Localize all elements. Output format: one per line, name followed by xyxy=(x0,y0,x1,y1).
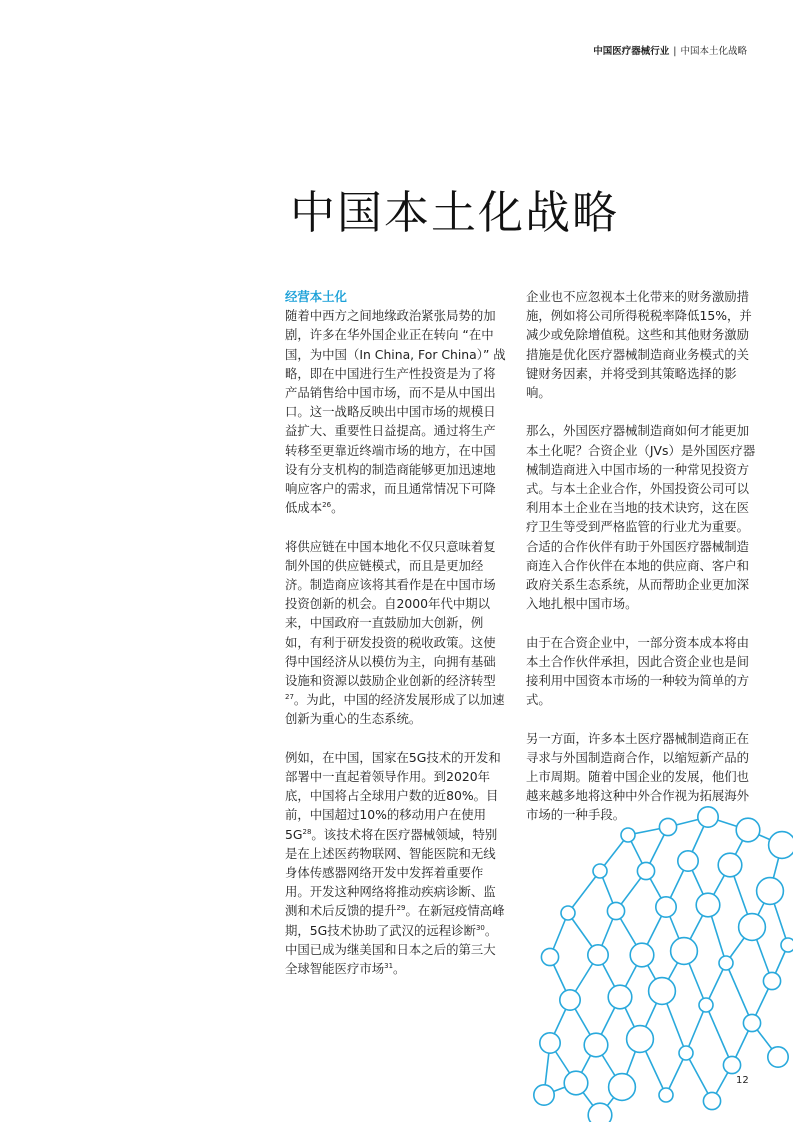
molecule-node xyxy=(698,807,718,827)
molecule-node xyxy=(719,956,733,970)
molecule-node xyxy=(649,978,676,1005)
footnote-ref: 29 xyxy=(396,904,406,913)
page-number: 12 xyxy=(736,1075,749,1086)
header-separator: | xyxy=(673,46,677,57)
molecule-node xyxy=(671,938,698,965)
molecule-node xyxy=(608,985,632,1009)
paragraph-1-text: 随着中西方之间地缘政治紧张局势的加剧，许多在华外国企业正在转向 “在中国，为中国（In China, For China）” 战略，即在中国进行生产性投资是为了将产品销售给中国市场，而不是从中国出口。这一战略反映出中国市场的规模日益扩大、重要性日益提高。通过将生产转移至更靠近终端市场的地方，在中国设有分支机构的制造商能够更加迅速地响应客户的需求，而且通常情况下可降低成本 xyxy=(285,308,506,516)
paragraph-2-end: 。为此，中国的经济发展形成了以加速创新为重心的生态系统。 xyxy=(285,692,505,727)
molecule-node xyxy=(630,943,654,967)
paragraph-6: 由于在合资企业中，一部分资本成本将由本土合作伙伴承担，因此合资企业也是间接利用中国资本市场的一种较为简单的方式。 xyxy=(526,634,750,708)
molecule-node xyxy=(609,1074,636,1101)
molecule-node xyxy=(743,1014,760,1031)
footnote-ref: 26 xyxy=(322,501,332,510)
running-header xyxy=(593,43,747,57)
molecule-node xyxy=(679,1046,693,1060)
molecule-node xyxy=(723,1056,740,1073)
paragraph-3-text-c: 。在新冠疫情高峰期，5G技术协助了武汉的远程诊断 xyxy=(285,903,505,938)
paragraph-2-text: 将供应链在中国本地化不仅只意味着复制外国的供应链模式，而且是更加经济。制造商应该将其看作是在中国市场投资创新的机会。自2000年代中期以来，中国政府一直鼓励加大创新，例如，有利于研发投资的税收政策。这使得中国经济从以模仿为主，向拥有基础设施和资源以鼓励企业创新的经济转型 xyxy=(285,538,496,689)
paragraph-3-text-b: 。该技术将在医疗器械领域，特别是在上述医药物联网、智能医院和无线身体传感器网络开发中发挥着重要作用。开发这种网络将推动疾病诊断、监测和术后反馈的提升 xyxy=(285,826,498,919)
molecule-node xyxy=(678,851,698,871)
paragraph-3 xyxy=(285,748,507,978)
molecule-node xyxy=(627,1026,654,1053)
header-chapter: 中国本土化战略 xyxy=(680,46,747,57)
molecule-node xyxy=(607,902,624,919)
page-title: 中国本土化战略 xyxy=(290,186,620,239)
paragraph-3-end: 。 xyxy=(393,961,406,977)
molecule-bond xyxy=(726,963,752,1023)
molecule-node xyxy=(763,972,780,989)
molecule-node xyxy=(769,832,793,859)
molecule-node xyxy=(656,897,676,917)
molecule-node xyxy=(561,906,575,920)
molecule-node xyxy=(621,828,635,842)
molecule-node xyxy=(768,1047,788,1067)
paragraph-3-text-d: 。中国已成为继美国和日本之后的第三大全球智能医疗市场 xyxy=(285,922,498,977)
footnote-ref: 30 xyxy=(475,923,485,932)
left-column xyxy=(285,287,507,997)
molecule-node xyxy=(699,998,713,1012)
molecule-bond xyxy=(568,871,600,913)
footnote-ref: 27 xyxy=(285,693,294,702)
paragraph-3-text-a: 例如，在中国，国家在5G技术的开发和部署中一直起着领导作用。到2020年底，中国将占全球用户数的近80%。目前，中国超过10%的移动用户在使用5G xyxy=(285,749,501,842)
molecule-node xyxy=(540,1033,560,1053)
footnote-ref: 28 xyxy=(302,827,312,836)
molecule-node xyxy=(588,1103,612,1122)
molecule-node xyxy=(736,818,760,842)
molecule-node xyxy=(584,1033,608,1057)
molecule-node xyxy=(696,893,720,917)
paragraph-2 xyxy=(285,537,507,729)
header-section: 中国医疗器械行业 xyxy=(593,46,670,57)
molecule-node xyxy=(637,862,654,879)
molecule-node xyxy=(718,853,742,877)
molecule-node xyxy=(703,1092,720,1109)
molecule-node xyxy=(564,1071,588,1095)
molecule-node xyxy=(534,1085,554,1105)
right-column xyxy=(526,287,758,844)
paragraph-1 xyxy=(285,306,507,517)
molecule-node xyxy=(560,990,580,1010)
paragraph-4: 企业也不应忽视本土化带来的财务激励措施，例如将公司所得税税率降低15%，并减少或免除增值税。这些和其他财务激励措施是优化医疗器械制造商业务模式的关键财务因素，并将受到其策略选择的影响。 xyxy=(526,289,752,401)
molecule-node xyxy=(659,818,676,835)
paragraph-5: 那么，外国医疗器械制造商如何才能更加本土化呢？合资企业（JVs）是外国医疗器械制造商进入中国市场的一种常见投资方式。与本土企业合作，外国投资公司可以利用本土企业在当地的技术诀窍，这在医疗卫生等受到严格监管的行业尤为重要。合适的合作伙伴有助于外国医疗器械制造商连入合作伙伴在本地的供应商、客户和政府关系生态系统，从而帮助企业更加深入地扎根中国市场。 xyxy=(526,423,756,612)
molecule-node xyxy=(593,864,607,878)
molecule-bond xyxy=(706,1005,732,1065)
molecule-node xyxy=(739,914,766,941)
footnote-ref: 31 xyxy=(384,961,394,970)
molecule-node xyxy=(541,948,558,965)
paragraph-7: 另一方面，许多本土医疗器械制造商正在寻求与外国制造商合作，以缩短新产品的上市周期。随着中国企业的发展，他们也越来越多地将这种中外合作视为拓展海外市场的一种手段。 xyxy=(526,730,750,823)
section-heading: 经营本土化 xyxy=(285,289,347,304)
paragraph-1-end: 。 xyxy=(331,500,344,516)
molecule-node xyxy=(757,878,784,905)
molecule-node xyxy=(588,945,608,965)
molecule-node xyxy=(659,1088,673,1102)
molecule-node xyxy=(781,938,793,952)
molecule-network-icon xyxy=(520,795,793,1122)
